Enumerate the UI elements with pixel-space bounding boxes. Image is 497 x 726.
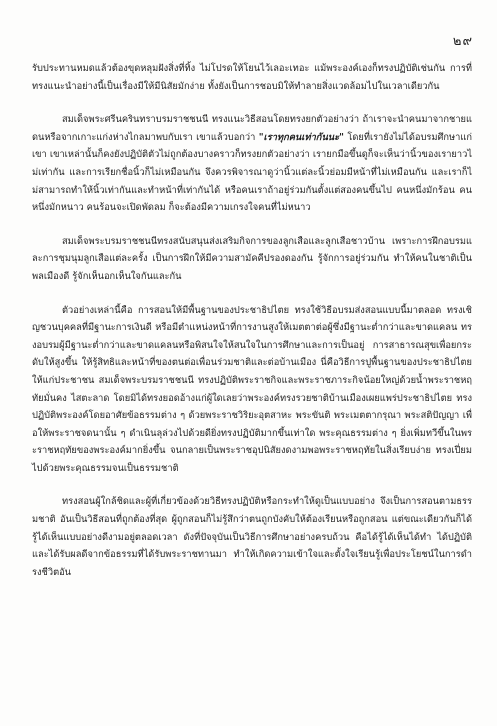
paragraph-4: ตัวอย่างเหล่านี้คือ การสอนให้มีพื้นฐานของประชาธิปไตย ทรงใช้วิธีอบรมส่งสอนแบบนี้มาตลอด ทรงเชิญชวนบุคคลที่มีฐานะการเงินดี หรือมีตำแหน่งหน้าที่การงานสูงให้เมตตาต่อผู้ซึ่งมีฐานะต่ำกว่าและขาดแคลน ทรงอบรมผู้มีฐานะต่ำกว่าและขาดแคลนหรือพิสนใจให้สนใจในการศึกษาและการเป็นอยู่ การสาธารณสุขเพื่อยกระดับให้สูงขึ้น ให้รู้สิทธิและหน้าที่ของตนต่อเพื่อนร่วมชาติและต่อบ้านเมือง นี่คือวิธีการปูพื้นฐานของประชาธิปไตยให้แก่ประชาชน สมเด็จพระบรมราชชนนี ทรงปฏิบัติพระราชกิจและพระราชภาระกิจน้อยใหญ่ด้วยน้ำพระราชหฤทัยมั่นคง ไสตะลาด โดยมิได้ทรงยอดอ้างแก่ผู้ใดเลยว่าพระองค์ทรงรวยชาติบ้านเมืองเผยแพร่ประชาธิปไตย ทรงปฏิบัติพระองค์โดยอาศัยข้อธรรมต่าง ๆ ด้วยพระราชวิริยะอุตสาหะ พระขันติ พระเมตตากรุณา พระสติปัญญา เพื่อให้พระราชจดนานั้น ๆ ดำเนินลุล่วงไปด้วยดียิ่งทรงปฏิบัติมากขึ้นเท่าใด พระคุณธรรมต่าง ๆ ยิ่งเพิ่มทวีขึ้นในพระราชหฤทัยของพระองค์มากยิ่งขึ้น จนกลายเป็นพระราชอุปนิสัยงดงามพอพระราชหฤทัยในสิ่งเรียบง่าย ทรงเปี่ยมไปด้วยพระคุณธรรมจนเป็นธรรมชาติ [32, 304, 472, 474]
paragraph-2 [32, 111, 472, 217]
paragraph-5: ทรงสอนผู้ใกล้ชิดและผู้ที่เกี่ยวข้องด้วยวิธีทรงปฏิบัติหรือกระทำให้ดูเป็นแบบอย่าง จึงเป็นการสอนตามธรรมชาติ อันเป็นวิธีสอนที่ถูกต้องที่สุด ผู้ถูกสอนก็ไม่รู้สึกว่าตนถูกบังคับให้ต้องเรียนหรือถูกสอน แต่ขณะเดียวกันก็ได้รู้ได้เห็นแบบอย่างดีงามอยู่ตลอดเวลา ดังที่ปัจจุบันเป็นวิธีการศึกษาอย่างครบถ้วน คือได้รู้ได้เห็นได้ทำ ได้ปฏิบัติ และได้รับผลดีจากข้อธรรมที่ได้รับพระราชทานมา ทำให้เกิดความเข้าใจและตั้งใจเรียนรู้เพื่อประโยชน์ในการดำรงชีวิตอัน [32, 496, 472, 578]
paragraph-2-text-after: โดยที่เรายังไม่ได้อบรมศึกษาแก่เขา เขาเหล่านั้นก็คงยังปฏิบัติตัวไม่ถูกต้องบางคราวก็ทรงยกตัวอย่างว่า เรายกมือขึ้นดูก็จะเห็นว่านิ้วของเรายาวไม่เท่ากัน และการเรียกชื่อนิ้วก็ไม่เหมือนกัน จึงควรพิจารณาดูว่านิ้วแต่ละนิ้วย่อมมีหน้าที่ไม่เหมือนกัน และเราก็ไม่สามารถทำให้นิ้วเท่ากันและทำหน้าที่เท่ากันได้ หรือคนเราถ้าอยู่ร่วมกันตั้งแต่สองคนขึ้นไป คนหนึ่งมักร้อน คนหนึ่งมักหนาว คนร้อนจะเปิดพัดลม ก็จะต้องมีความเกรงใจคนที่ไม่หนาว [32, 131, 472, 214]
paragraph-2-text-before: สมเด็จพระศรีนครินทราบรมราชชนนี ทรงแนะวิธีสอนโดยทรงยกตัวอย่างว่า ถ้าเราจะนำคนมาจากชายแดนหรือจากเกาะแก่งห่างไกลมาพบกับเรา เขาแล้วบอกว่า [32, 114, 472, 143]
paragraph-3: สมเด็จพระบรมราชชนนีทรงสนับสนุนส่งเสริมกิจการของลูกเสือและลูกเสือชาวบ้าน เพราะการฝึกอบรมและการชุมนุมลูกเสือแต่ละครั้ง เป็นการฝึกให้มีความสามัคคีปรองดองกัน รู้จักการอยู่ร่วมกัน ทำให้คนในชาติเป็นพลเมืองดี รู้จักเห็นอกเห็นใจกันและกัน [32, 235, 472, 282]
page-number: ๒๙ [452, 34, 473, 49]
paragraph-1: รับประทานหมดแล้วต้องขุดหลุมฝังสิ่งที่ทิ้ง ไม่โปรดให้โยนไว้เลอะเทอะ แม้พระองค์เองก็ทรงปฏิบัติเช่นกัน การที่ทรงแนะนำอย่างนี้เป็นเรื่องมีให้มีนิสัยมักง่าย ทั้งยังเป็นการชอบมิให้ทำลายสิ่งแวดล้อมไปในเวลาเดียวกัน [32, 63, 472, 92]
paragraph-2-quote: "เราทุกคนเท่ากันนะ" [258, 131, 344, 143]
document-body [32, 60, 472, 597]
